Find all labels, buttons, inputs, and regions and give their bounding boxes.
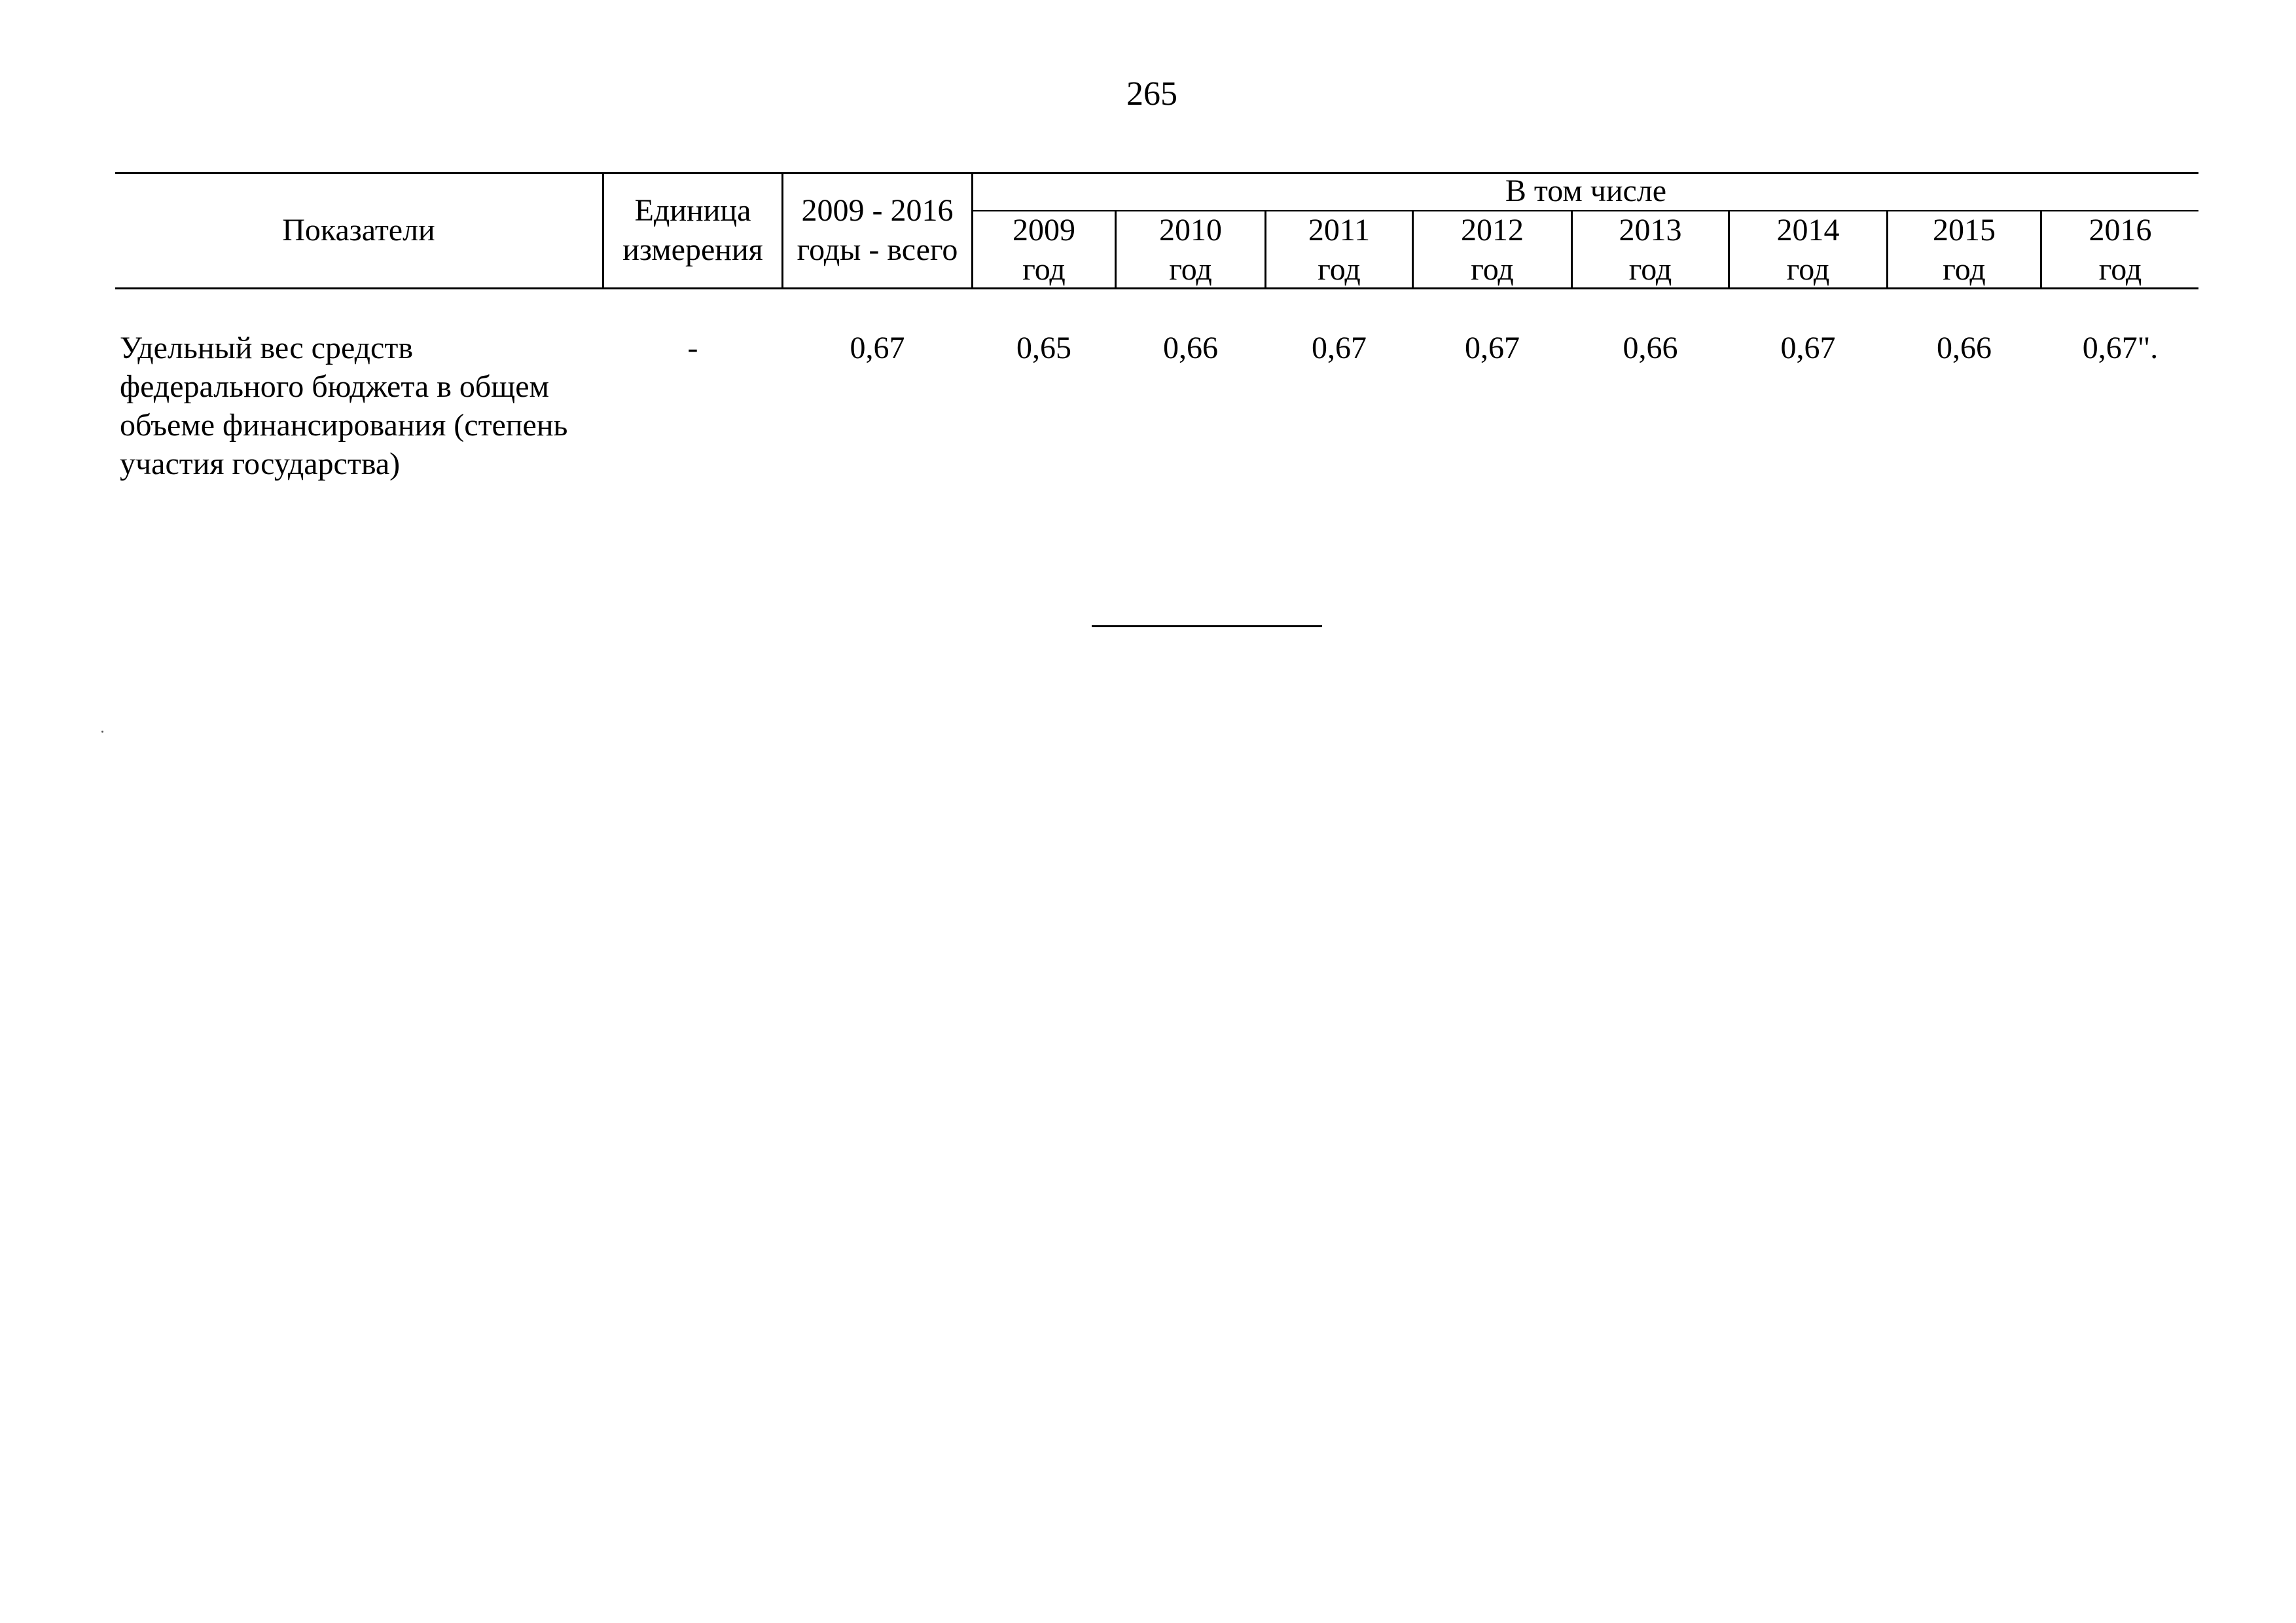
header-year-2009: 2009 год: [1013, 213, 1075, 287]
row-value-2009: 0,65: [1016, 331, 1071, 365]
header-including: В том числе: [1505, 173, 1667, 208]
page-number: 265: [1126, 75, 1177, 113]
header-indicator: Показатели: [282, 213, 435, 247]
row-value-2014: 0,67: [1780, 331, 1836, 365]
header-year-2011: 2011 год: [1308, 213, 1371, 287]
row-value-2012: 0,67: [1465, 331, 1520, 365]
row-value-2015: 0,66: [1937, 331, 1992, 365]
row-unit: -: [687, 331, 698, 365]
row-total: 0,67: [850, 331, 905, 365]
section-end-rule: [1092, 625, 1322, 627]
scan-speck: [101, 731, 103, 733]
header-year-2010: 2010 год: [1159, 213, 1222, 287]
header-total: 2009 - 2016 годы - всего: [797, 193, 958, 267]
header-year-2016: 2016 год: [2089, 213, 2152, 287]
row-value-2011: 0,67: [1312, 331, 1367, 365]
row-value-2013: 0,66: [1623, 331, 1678, 365]
header-unit: Единица измерения: [622, 193, 763, 267]
header-year-2014: 2014 год: [1776, 213, 1840, 287]
header-year-2015: 2015 год: [1933, 213, 1996, 287]
header-year-2012: 2012 год: [1461, 213, 1524, 287]
row-value-2010: 0,66: [1163, 331, 1218, 365]
header-year-2013: 2013 год: [1619, 213, 1682, 287]
row-value-2016: 0,67".: [2082, 331, 2159, 365]
row-indicator-name: Удельный вес средств федерального бюджета в общем объеме финансирования (степень участия государства): [120, 331, 568, 481]
